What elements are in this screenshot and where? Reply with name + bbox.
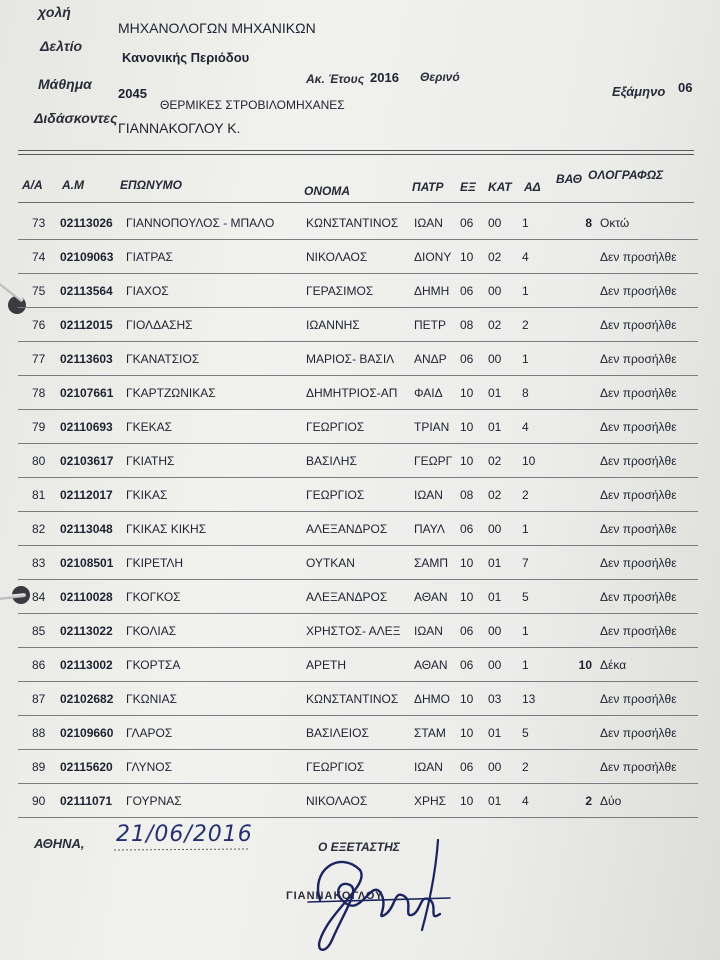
row-aa: 77	[32, 352, 46, 366]
row-patr: ΙΩΑΝ	[414, 760, 443, 774]
col-header-surname: ΕΠΩΝΥΜΟ	[120, 178, 182, 192]
school-label: χολή	[38, 4, 71, 20]
row-ad: 1	[522, 216, 529, 230]
row-surname: ΓΙΑΝΝΟΠΟΥΛΟΣ - ΜΠΑΛΟ	[126, 216, 275, 230]
col-header-patr: ΠΑΤΡ	[412, 180, 444, 194]
school-value: ΜΗΧΑΝΟΛΟΓΩΝ ΜΗΧΑΝΙΚΩΝ	[118, 20, 316, 36]
row-name: ΝΙΚΟΛΑΟΣ	[306, 250, 368, 264]
row-surname: ΓΚΩΝΙΑΣ	[126, 692, 178, 706]
row-aa: 74	[32, 250, 46, 264]
row-ex: 06	[460, 624, 474, 638]
row-ad: 1	[522, 658, 529, 672]
row-surname: ΓΚΑΡΤΖΩΝΙΚΑΣ	[126, 386, 216, 400]
col-header-am: Α.Μ	[62, 178, 84, 192]
row-surname: ΓΚΟΡΤΣΑ	[126, 658, 181, 672]
row-am: 02110028	[60, 590, 113, 604]
row-aa: 87	[32, 692, 46, 706]
handwritten-date: 21/06/2016	[116, 822, 253, 847]
row-patr: ΠΑΥΛ	[414, 522, 445, 536]
row-am: 02113002	[60, 658, 113, 672]
row-kat: 02	[488, 318, 502, 332]
stamp-name: ΓΙΑΝΝΑΚΟΓΛΟΥ	[286, 890, 384, 902]
row-patr: ΣΤΑΜ	[414, 726, 446, 740]
row-words: Δεν προσήλθε	[600, 386, 677, 400]
row-name: ΝΙΚΟΛΑΟΣ	[306, 794, 368, 808]
row-surname: ΓΚΟΓΚΟΣ	[126, 590, 181, 604]
semester-value: 06	[678, 80, 693, 95]
row-ex: 10	[460, 692, 474, 706]
row-kat: 01	[488, 794, 502, 808]
row-am: 02103617	[60, 454, 114, 468]
row-name: ΚΩΝΣΤΑΝΤΙΝΟΣ	[306, 216, 399, 230]
row-am: 02113564	[60, 284, 113, 298]
row-words: Οκτώ	[600, 216, 630, 230]
row-aa: 75	[32, 284, 46, 298]
row-am: 02107661	[60, 386, 114, 400]
row-patr: ΑΘΑΝ	[414, 658, 448, 672]
row-aa: 84	[32, 590, 46, 604]
row-name: ΑΛΕΞΑΝΔΡΟΣ	[306, 590, 388, 604]
row-ad: 1	[522, 522, 529, 536]
col-header-aa: Α/Α	[22, 178, 43, 192]
row-kat: 00	[488, 658, 502, 672]
row-kat: 02	[488, 454, 502, 468]
row-aa: 83	[32, 556, 46, 570]
row-divider	[18, 817, 698, 818]
row-surname: ΓΛΥΝΟΣ	[126, 760, 173, 774]
row-aa: 79	[32, 420, 46, 434]
place-label: ΑΘΗΝΑ,	[34, 836, 85, 851]
row-name: ΑΡΕΤΗ	[306, 658, 347, 672]
row-ad: 2	[522, 760, 529, 774]
row-ad: 8	[522, 386, 529, 400]
row-surname: ΓΚΙΡΕΤΛΗ	[126, 556, 184, 570]
header-divider	[18, 150, 694, 155]
row-kat: 00	[488, 522, 502, 536]
row-words: Δύο	[600, 794, 622, 808]
row-ex: 10	[460, 726, 474, 740]
row-aa: 80	[32, 454, 46, 468]
instructors-label: Διδάσκοντες	[34, 110, 118, 126]
row-words: Δεν προσήλθε	[600, 284, 677, 298]
row-surname: ΓΚΟΛΙΑΣ	[126, 624, 177, 638]
row-aa: 86	[32, 658, 46, 672]
row-surname: ΓΟΥΡΝΑΣ	[126, 794, 182, 808]
row-aa: 76	[32, 318, 46, 332]
row-name: ΒΑΣΙΛΗΣ	[306, 454, 357, 468]
row-name: ΧΡΗΣΤΟΣ- ΑΛΕΞ	[306, 624, 401, 638]
table-row	[18, 682, 698, 716]
row-am: 02113603	[60, 352, 113, 366]
row-surname: ΓΚΑΝΑΤΣΙΟΣ	[126, 352, 200, 366]
row-am: 02112017	[60, 488, 113, 502]
row-words: Δεν προσήλθε	[600, 318, 677, 332]
row-words: Δέκα	[600, 658, 627, 672]
row-aa: 85	[32, 624, 46, 638]
row-name: ΓΕΩΡΓΙΟΣ	[306, 488, 365, 502]
row-words: Δεν προσήλθε	[600, 522, 677, 536]
row-aa: 89	[32, 760, 46, 774]
row-ex: 10	[460, 454, 474, 468]
course-code: 2045	[118, 86, 147, 101]
row-name: ΜΑΡΙΟΣ- ΒΑΣΙΛ	[306, 352, 395, 366]
row-ad: 7	[522, 556, 529, 570]
row-surname: ΓΙΑΤΡΑΣ	[126, 250, 173, 264]
col-header-ex: ΕΞ	[460, 180, 476, 194]
row-am: 02109660	[60, 726, 114, 740]
acad-year-label: Ακ. Έτους	[306, 72, 365, 86]
row-ad: 5	[522, 726, 529, 740]
row-name: ΔΗΜΗΤΡΙΟΣ-ΑΠ	[306, 386, 398, 400]
row-am: 02111071	[60, 794, 113, 808]
row-words: Δεν προσήλθε	[600, 250, 677, 264]
row-surname: ΓΙΑΧΟΣ	[126, 284, 169, 298]
col-header-kat: ΚΑΤ	[488, 180, 512, 194]
row-kat: 01	[488, 420, 502, 434]
semester-label: Εξάμηνο	[612, 84, 666, 99]
col-header-ad: ΑΔ	[524, 180, 541, 194]
row-am: 02115620	[60, 760, 113, 774]
row-words: Δεν προσήλθε	[600, 454, 677, 468]
row-vath: 2	[585, 794, 592, 808]
table-row	[18, 648, 698, 682]
bulletin-label: Δελτίο	[40, 38, 83, 54]
row-patr: ΔΙΟΝΥ	[414, 250, 452, 264]
row-ad: 4	[522, 794, 529, 808]
course-title: ΘΕΡΜΙΚΕΣ ΣΤΡΟΒΙΛΟΜΗΧΑΝΕΣ	[160, 98, 345, 112]
row-words: Δεν προσήλθε	[600, 590, 677, 604]
row-aa: 90	[32, 794, 46, 808]
row-patr: ΠΕΤΡ	[414, 318, 447, 332]
col-header-vath: ΒΑΘ	[556, 172, 582, 186]
row-patr: ΑΘΑΝ	[414, 590, 448, 604]
row-ex: 10	[460, 250, 474, 264]
row-patr: ΔΗΜΗ	[414, 284, 450, 298]
acad-year-value: 2016	[370, 70, 399, 85]
row-ex: 10	[460, 386, 474, 400]
row-vath: 8	[585, 216, 592, 230]
table-row	[18, 512, 698, 546]
row-patr: ΣΑΜΠ	[414, 556, 449, 570]
row-kat: 01	[488, 556, 502, 570]
col-header-words: ΟΛΟΓΡΑΦΩΣ	[588, 168, 664, 182]
row-patr: ΙΩΑΝ	[414, 488, 443, 502]
bulletin-value: Κανονικής Περιόδου	[122, 50, 250, 65]
row-aa: 88	[32, 726, 46, 740]
row-ex: 06	[460, 522, 474, 536]
row-kat: 00	[488, 216, 502, 230]
row-kat: 00	[488, 284, 502, 298]
table-row	[18, 376, 698, 410]
row-aa: 82	[32, 522, 46, 536]
row-ad: 1	[522, 284, 529, 298]
table-row	[18, 342, 698, 376]
row-ex: 06	[460, 284, 474, 298]
table-row	[18, 410, 698, 444]
row-kat: 01	[488, 590, 502, 604]
row-ad: 4	[522, 250, 529, 264]
row-surname: ΓΚΙΚΑΣ ΚΙΚΗΣ	[126, 522, 207, 536]
row-patr: ΤΡΙΑΝ	[414, 420, 450, 434]
row-am: 02113026	[60, 216, 113, 230]
row-ex: 10	[460, 556, 474, 570]
table-row	[18, 784, 698, 818]
row-name: ΒΑΣΙΛΕΙΟΣ	[306, 726, 369, 740]
row-ex: 06	[460, 216, 474, 230]
row-am: 02113022	[60, 624, 113, 638]
row-name: ΓΕΩΡΓΙΟΣ	[306, 760, 365, 774]
column-header-divider	[18, 202, 694, 203]
row-ad: 5	[522, 590, 529, 604]
row-surname: ΓΚΕΚΑΣ	[126, 420, 173, 434]
table-row	[18, 308, 698, 342]
table-row	[18, 240, 698, 274]
row-surname: ΓΛΑΡΟΣ	[126, 726, 173, 740]
row-words: Δεν προσήλθε	[600, 624, 677, 638]
row-am: 02112015	[60, 318, 113, 332]
row-am: 02110693	[60, 420, 113, 434]
row-patr: ΦΑΙΔ	[414, 386, 443, 400]
row-patr: ΔΗΜΟ	[414, 692, 451, 706]
row-ad: 2	[522, 318, 529, 332]
row-patr: ΙΩΑΝ	[414, 624, 443, 638]
row-words: Δεν προσήλθε	[600, 692, 677, 706]
table-row	[18, 546, 698, 580]
row-kat: 03	[488, 692, 502, 706]
season-value: Θερινό	[420, 70, 460, 84]
row-ad: 4	[522, 420, 529, 434]
row-ex: 10	[460, 590, 474, 604]
examiner-label: Ο ΕΞΕΤΑΣΤΗΣ	[318, 840, 400, 854]
table-row	[18, 580, 698, 614]
row-ex: 06	[460, 658, 474, 672]
row-am: 02113048	[60, 522, 113, 536]
course-label: Μάθημα	[38, 76, 92, 92]
row-words: Δεν προσήλθε	[600, 420, 677, 434]
table-row	[18, 444, 698, 478]
row-words: Δεν προσήλθε	[600, 488, 677, 502]
row-kat: 02	[488, 250, 502, 264]
row-aa: 78	[32, 386, 46, 400]
row-patr: ΙΩΑΝ	[414, 216, 443, 230]
row-surname: ΓΚΙΑΤΗΣ	[126, 454, 175, 468]
row-surname: ΓΙΟΛΔΑΣΗΣ	[126, 318, 193, 332]
row-words: Δεν προσήλθε	[600, 556, 677, 570]
row-kat: 01	[488, 386, 502, 400]
row-kat: 00	[488, 760, 502, 774]
row-surname: ΓΚΙΚΑΣ	[126, 488, 168, 502]
row-patr: ΓΕΩΡΓ	[414, 454, 453, 468]
row-words: Δεν προσήλθε	[600, 760, 677, 774]
row-kat: 02	[488, 488, 502, 502]
table-row	[18, 206, 698, 240]
row-name: ΙΩΑΝΝΗΣ	[306, 318, 360, 332]
row-am: 02109063	[60, 250, 114, 264]
row-patr: ΧΡΗΣ	[414, 794, 447, 808]
row-name: ΟΥΤΚΑΝ	[306, 556, 355, 570]
row-ad: 1	[522, 352, 529, 366]
row-patr: ΑΝΔΡ	[414, 352, 447, 366]
date-underline	[112, 846, 252, 854]
col-header-name: ΟΝΟΜΑ	[304, 184, 350, 198]
row-ad: 2	[522, 488, 529, 502]
row-ex: 08	[460, 488, 474, 502]
row-am: 02108501	[60, 556, 114, 570]
table-row	[18, 614, 698, 648]
row-name: ΚΩΝΣΤΑΝΤΙΝΟΣ	[306, 692, 399, 706]
row-ad: 1	[522, 624, 529, 638]
row-ad: 13	[522, 692, 536, 706]
row-ex: 06	[460, 352, 474, 366]
row-ex: 06	[460, 760, 474, 774]
table-row	[18, 716, 698, 750]
table-row	[18, 274, 698, 308]
row-ex: 08	[460, 318, 474, 332]
instructors-value: ΓΙΑΝΝΑΚΟΓΛΟΥ Κ.	[118, 120, 241, 136]
row-ex: 10	[460, 420, 474, 434]
row-kat: 00	[488, 352, 502, 366]
row-aa: 81	[32, 488, 46, 502]
row-ad: 10	[522, 454, 536, 468]
signature-image	[290, 830, 460, 958]
row-aa: 73	[32, 216, 46, 230]
row-name: ΓΕΡΑΣΙΜΟΣ	[306, 284, 374, 298]
row-words: Δεν προσήλθε	[600, 726, 677, 740]
row-kat: 00	[488, 624, 502, 638]
row-vath: 10	[578, 658, 592, 672]
row-name: ΑΛΕΞΑΝΔΡΟΣ	[306, 522, 388, 536]
row-kat: 01	[488, 726, 502, 740]
row-am: 02102682	[60, 692, 114, 706]
row-words: Δεν προσήλθε	[600, 352, 677, 366]
table-row	[18, 478, 698, 512]
row-ex: 10	[460, 794, 474, 808]
row-name: ΓΕΩΡΓΙΟΣ	[306, 420, 365, 434]
table-row	[18, 750, 698, 784]
